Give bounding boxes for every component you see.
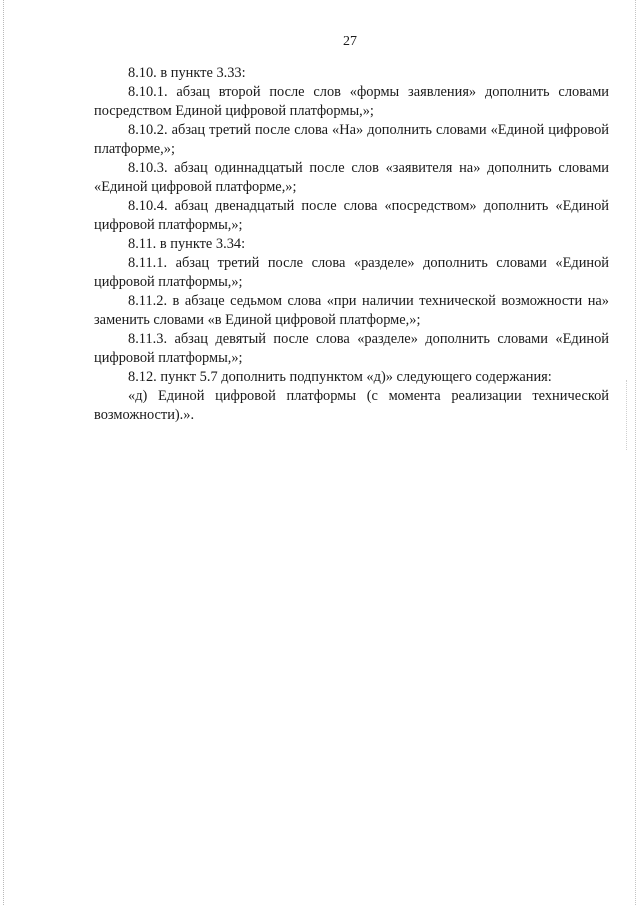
paragraph-subpoint-d: «д) Единой цифровой платформы (с момента реализации технической возможности).». xyxy=(94,388,609,423)
scan-edge-left xyxy=(3,0,5,905)
paragraph-8-11: 8.11. в пункте 3.34: xyxy=(128,236,246,252)
scan-artifact xyxy=(626,380,633,450)
paragraph-8-10: 8.10. в пункте 3.33: xyxy=(128,65,246,81)
paragraph-8-10-1: 8.10.1. абзац второй после слов «формы заявления» дополнить словами посредством Единой цифровой платформы,»; xyxy=(94,84,609,119)
paragraph-8-12: 8.12. пункт 5.7 дополнить подпунктом «д)» следующего содержания: xyxy=(128,369,552,385)
paragraph-8-11-3: 8.11.3. абзац девятый после слова «разделе» дополнить словами «Единой цифровой платформы,»; xyxy=(94,331,609,366)
paragraph-8-11-1: 8.11.1. абзац третий после слова «разделе» дополнить словами «Единой цифровой платформы,»; xyxy=(94,255,609,290)
paragraph-8-11-2: 8.11.2. в абзаце седьмом слова «при наличии технической возможности на» заменить словами «в Единой цифровой платформе,»; xyxy=(94,293,609,328)
paragraph-8-10-3: 8.10.3. абзац одиннадцатый после слов «заявителя на» дополнить словами «Единой цифровой платформе,»; xyxy=(94,160,609,195)
paragraph-8-10-4: 8.10.4. абзац двенадцатый после слова «посредством» дополнить «Единой цифровой платформы,»; xyxy=(94,198,609,233)
scan-edge-right xyxy=(635,0,637,905)
page-number: 27 xyxy=(343,34,357,49)
paragraph-8-10-2: 8.10.2. абзац третий после слова «На» дополнить словами «Единой цифровой платформе,»; xyxy=(94,122,609,157)
document-body xyxy=(94,64,609,425)
